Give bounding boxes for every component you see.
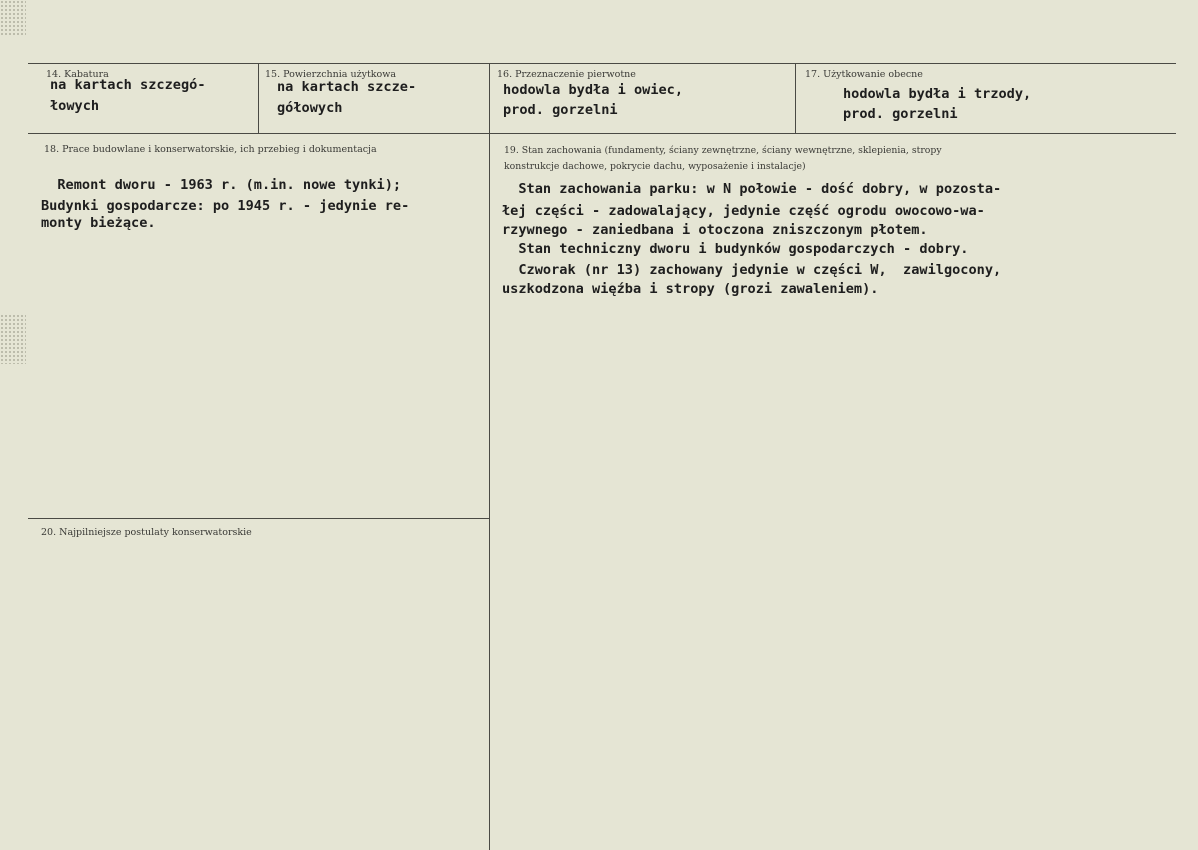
divider-15-16 — [489, 63, 490, 850]
field18-line-1: Remont dworu - 1963 r. (m.in. nowe tynki); — [41, 177, 402, 193]
top-rule — [28, 63, 1176, 64]
field14-line-2: łowych — [50, 98, 100, 114]
field19-label-line-2: konstrukcje dachowe, pokrycie dachu, wyposażenie i instalacje) — [504, 161, 806, 172]
field19-line-2: łej części - zadowalający, jedynie część ogrodu owocowo-wa- — [502, 203, 985, 219]
punch-marks-middle — [0, 314, 26, 364]
field20-label: 20. Najpilniejsze postulaty konserwatorskie — [41, 527, 252, 538]
field16-line-2: prod. gorzelni — [503, 102, 618, 118]
field14-label: 14. Kabatura — [46, 69, 109, 80]
field17-line-2: prod. gorzelni — [843, 106, 958, 122]
field18-line-2: Budynki gospodarcze: po 1945 r. - jedynie re- — [41, 198, 410, 214]
field19-line-5: Czworak (nr 13) zachowany jedynie w części W, zawilgocony, — [502, 262, 1002, 278]
field19-line-4: Stan techniczny dworu i budynków gospodarczych - dobry. — [502, 241, 969, 257]
field15-line-1: na kartach szcze- — [277, 79, 417, 95]
divider-16-17 — [795, 63, 796, 133]
field16-label: 16. Przeznaczenie pierwotne — [497, 69, 636, 80]
divider-14-15 — [258, 63, 259, 133]
field17-label: 17. Użytkowanie obecne — [805, 69, 923, 80]
field14-line-1: na kartach szczegó- — [50, 77, 206, 93]
field18-label: 18. Prace budowlane i konserwatorskie, ich przebieg i dokumentacja — [44, 144, 377, 155]
field19-line-6: uszkodzona więźba i stropy (grozi zawaleniem). — [502, 281, 879, 297]
punch-marks-top — [0, 0, 26, 36]
field16-line-1: hodowla bydła i owiec, — [503, 82, 684, 98]
field18-bottom-rule — [28, 518, 489, 519]
row1-bottom-rule — [28, 133, 1176, 134]
field19-line-3: rzywnego - zaniedbana i otoczona zniszczonym płotem. — [502, 222, 928, 238]
field17-line-1: hodowla bydła i trzody, — [843, 86, 1032, 102]
field18-line-3: monty bieżące. — [41, 215, 156, 231]
field19-line-1: Stan zachowania parku: w N połowie - dość dobry, w pozosta- — [502, 181, 1002, 197]
field15-label: 15. Powierzchnia użytkowa — [265, 69, 397, 80]
field19-label-line-1: 19. Stan zachowania (fundamenty, ściany zewnętrzne, ściany wewnętrzne, sklepienia, stropy — [504, 145, 942, 156]
field15-line-2: gółowych — [277, 100, 343, 116]
